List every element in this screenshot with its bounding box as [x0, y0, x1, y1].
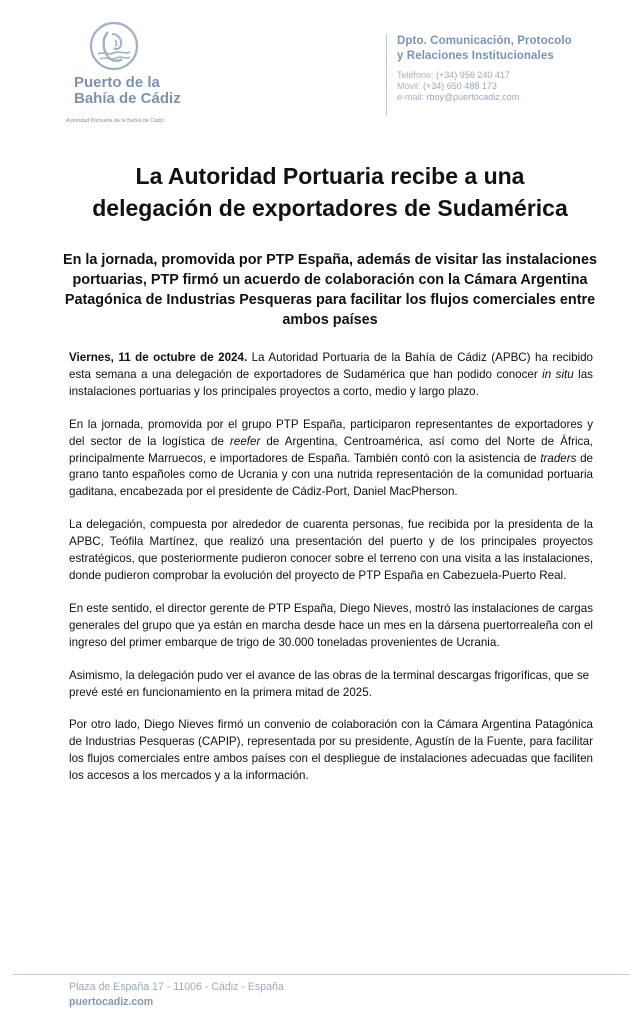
paragraph-1: [69, 350, 593, 401]
footer: [69, 980, 284, 1010]
paragraph-5: Asimismo, la delegación pudo ver el avance de las obras de la terminal descargas frigoríficas, que se prevé esté en funcionamiento en la primera mitad de 2025.: [69, 668, 590, 699]
article-body: [69, 350, 593, 801]
p2-italic-2: traders: [540, 451, 577, 465]
paragraph-2: [69, 417, 593, 502]
letterhead: [0, 0, 642, 140]
article-subtitle: En la jornada, promovida por PTP España, además de visitar las instalaciones portuarias, PTP firmó un acuerdo de colaboración con la Cámara Argentina Patagónica de Industrias Pesqueras para facilitar los flujos comerciales entre ambos países: [63, 252, 597, 328]
p2-text-c: de grano tanto españoles como de Ucrania y con una nutrida representación de la comunidad portuaria gaditana, encabezada por el presidente de Cádiz-Port, Daniel MacPherson.: [69, 451, 593, 499]
footer-address: Plaza de España 17 - 11006 - Cádiz - España: [69, 981, 284, 993]
contact-lines: [397, 70, 637, 103]
p2-italic-1: reefer: [230, 434, 261, 448]
title-line-2: delegación de exportadores de Sudamérica: [92, 195, 568, 221]
paragraph-3: La delegación, compuesta por alrededor de cuarenta personas, fue recibida por la presidenta de la APBC, Teófila Martínez, que realizó una presentación del puerto y de los principales proyectos estratégicos, que posteriormente pudieron conocer sobre el terreno con una visita a las instalaciones, donde pudieron comprobar la evolución del proyecto de PTP España en Cabezuela-Puerto Real.: [69, 518, 593, 582]
dateline: Viernes, 11 de octubre de 2024.: [69, 351, 248, 364]
article-title: [40, 160, 620, 224]
title-line-1: La Autoridad Portuaria recibe a una: [135, 163, 525, 189]
logo-line-2: Bahía de Cádiz: [74, 90, 181, 107]
department-line-1: Dpto. Comunicación, Protocolo: [397, 35, 572, 47]
port-logo: [62, 20, 181, 130]
email-label: e-mail:: [397, 92, 425, 102]
mobile-label: Móvil:: [397, 81, 421, 91]
phone-value[interactable]: (+34) 956 240 417: [436, 70, 510, 80]
logo-subtitle: Autoridad Portuaria de la Bahía de Cádiz: [66, 118, 164, 124]
phone-label: Teléfono:: [397, 70, 434, 80]
p1-text-b: las instalaciones portuarias y los principales proyectos a corto, medio y largo plazo.: [69, 367, 593, 398]
logo-line-1: Puerto de la: [74, 74, 160, 91]
phone-line: [397, 70, 637, 81]
department-line-2: y Relaciones Institucionales: [397, 50, 554, 62]
p2-text-a: En la jornada, promovida por el grupo PTP España, participaron representantes de exportadores y del sector de la logística de: [69, 417, 593, 448]
p1-italic: in situ: [542, 367, 574, 381]
email-line: [397, 92, 637, 103]
paragraph-4: En este sentido, el director gerente de PTP España, Diego Nieves, mostró las instalaciones de cargas generales del grupo que ya están en marcha desde hace un mes en la dársena puertorrealeña con el ingreso del primer embarque de trigo de 30.000 toneladas provenientes de Ucrania.: [69, 601, 593, 649]
paragraph-6: Por otro lado, Diego Nieves firmó un convenio de colaboración con la Cámara Argentina Patagónica de Industrias Pesqueras (CAPIP), representada por su presidente, Agustín de la Fuente, para facilitar los flujos comerciales entre ambos países con el despliegue de instalaciones adecuadas que faciliten los accesos a los mercados y a la información.: [69, 718, 593, 783]
contact-block: [386, 34, 637, 116]
department-name: [397, 34, 637, 64]
port-emblem-icon: [88, 20, 140, 72]
footer-divider: [12, 974, 630, 975]
footer-website[interactable]: puertocadiz.com: [69, 996, 154, 1008]
logo-name: [74, 75, 184, 107]
mobile-line: [397, 81, 637, 92]
email-value[interactable]: rboy@puertocadiz.com: [426, 92, 520, 102]
p1-text-a: La Autoridad Portuaria de la Bahía de Cádiz (APBC) ha recibido esta semana a una delegación de exportadores de Sudamérica que han podido conocer: [69, 351, 594, 381]
p2-text-b: de Argentina, Centroamérica, así como del Norte de África, principalmente Marruecos, e importadores de España. También contó con la asistencia de: [69, 434, 593, 465]
mobile-value[interactable]: (+34) 650 488 173: [423, 81, 497, 91]
